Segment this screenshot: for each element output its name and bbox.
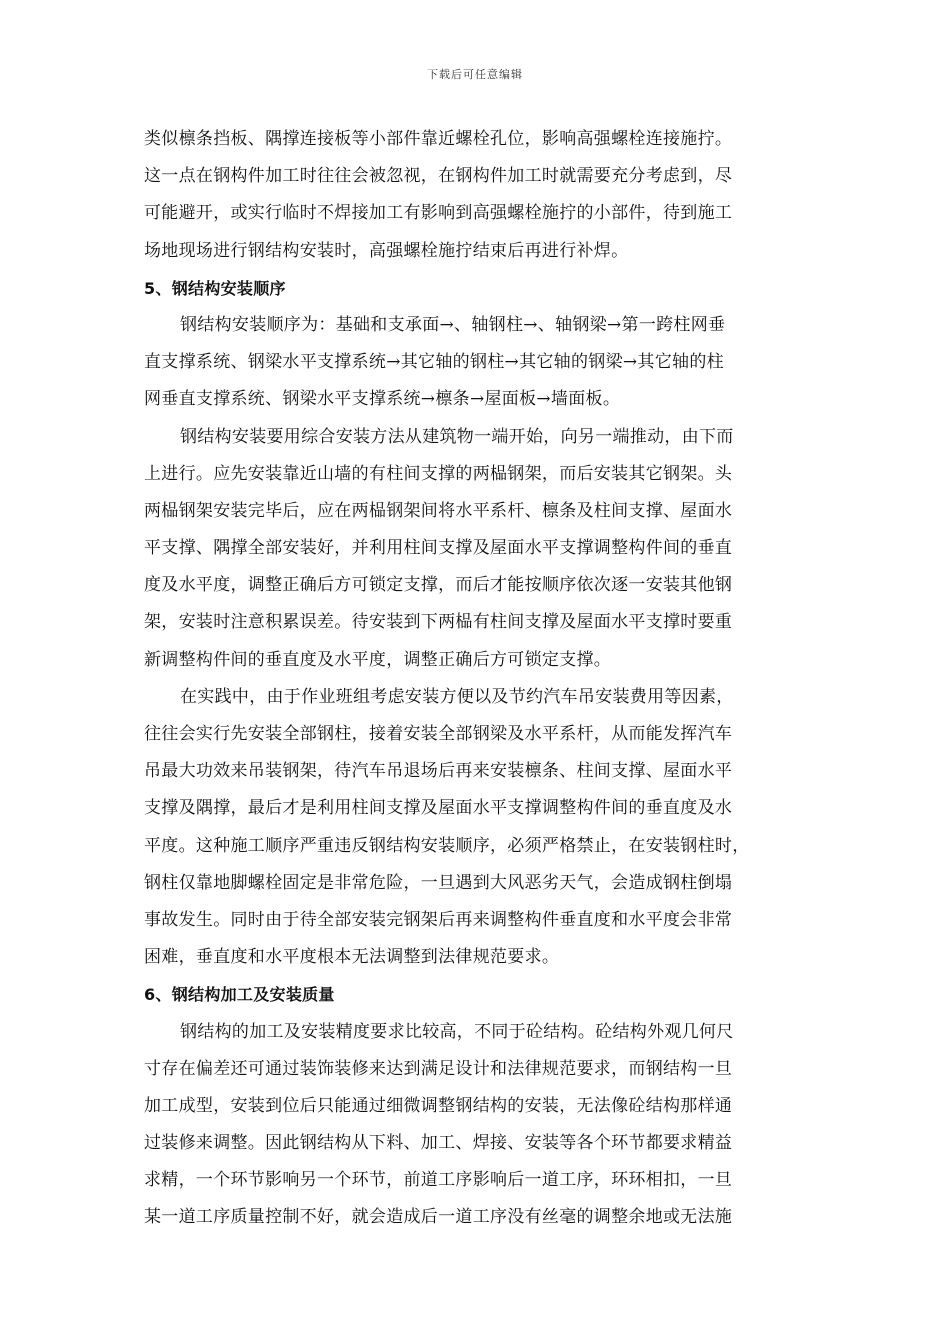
section-heading-5: 5、钢结构安装顺序 xyxy=(144,278,286,298)
document-body xyxy=(144,121,806,1237)
page-header: 下载后可任意编辑 xyxy=(427,68,523,81)
body-line: 场地现场进行钢结构安装时，高强螺栓施拧结束后再进行补焊。 xyxy=(144,240,629,261)
body-line: 寸存在偏差还可通过装饰装修来达到满足设计和法律规范要求，而钢结构一旦 xyxy=(144,1058,733,1079)
body-line: 某一道工序质量控制不好，就会造成后一道工序没有丝毫的调整余地或无法施 xyxy=(144,1207,733,1228)
body-line: 钢结构安装要用综合安装方法从建筑物一端开始，向另一端推动，由下而 xyxy=(180,426,734,447)
body-line: 平度。这种施工顺序严重违反钢结构安装顺序，必须严格禁止，在安装钢柱时， xyxy=(144,835,750,856)
body-line: 类似檩条挡板、隅撑连接板等小部件靠近螺栓孔位，影响高强螺栓连接施拧。 xyxy=(144,129,733,149)
body-line: 在实践中，由于作业班组考虑安装方便以及节约汽车吊安装费用等因素， xyxy=(180,686,734,707)
body-line: 困难，垂直度和水平度根本无法调整到法律规范要求。 xyxy=(144,947,560,968)
body-line: 平支撑、隅撑全部安装好，并利用柱间支撑及屋面水平支撑调整构件间的垂直 xyxy=(144,538,733,559)
body-line: 过装修来调整。因此钢结构从下料、加工、焊接、安装等各个环节都要求精益 xyxy=(144,1133,733,1154)
body-line: 钢柱仅靠地脚螺栓固定是非常危险，一旦遇到大风恶劣天气，会造成钢柱倒塌 xyxy=(144,872,733,893)
body-line: 往往会实行先安装全部钢柱，接着安装全部钢梁及水平系杆，从而能发挥汽车 xyxy=(144,724,733,744)
body-line: 度及水平度，调整正确后方可锁定支撑，而后才能按顺序依次逐一安装其他钢 xyxy=(144,575,733,596)
body-line: 事故发生。同时由于待全部安装完钢架后再来调整构件垂直度和水平度会非常 xyxy=(144,909,733,930)
body-line: 加工成型，安装到位后只能通过细微调整钢结构的安装，无法像砼结构那样通 xyxy=(144,1095,733,1116)
body-line: 新调整构件间的垂直度及水平度，调整正确后方可锁定支撑。 xyxy=(144,649,612,670)
body-line: 吊最大功效来吊装钢架，待汽车吊退场后再来安装檩条、柱间支撑、屋面水平 xyxy=(144,761,733,782)
section-heading-6: 6、钢结构加工及安装质量 xyxy=(144,985,335,1005)
body-line: 直支撑系统、钢梁水平支撑系统→其它轴的钢柱→其它轴的钢梁→其它轴的柱 xyxy=(144,352,724,373)
body-line: 钢结构安装顺序为：基础和支承面→、轴钢柱→、轴钢梁→第一跨柱网垂 xyxy=(180,314,726,335)
body-line: 两榀钢架安装完毕后，应在两榀钢架间将水平系杆、檩条及柱间支撑、屋面水 xyxy=(144,500,733,521)
body-line: 钢结构的加工及安装精度要求比较高，不同于砼结构。砼结构外观几何尺 xyxy=(180,1021,734,1042)
body-line: 求精，一个环节影响另一个环节，前道工序影响后一道工序，环环相扣，一旦 xyxy=(144,1170,733,1191)
body-line: 可能避开，或实行临时不焊接加工有影响到高强螺栓施拧的小部件，待到施工 xyxy=(144,203,733,224)
body-line: 网垂直支撑系统、钢梁水平支撑系统→檩条→屋面板→墙面板。 xyxy=(144,389,621,410)
body-line: 支撑及隅撑，最后才是利用柱间支撑及屋面水平支撑调整构件间的垂直度及水 xyxy=(144,798,733,819)
body-line: 这一点在钢构件加工时往往会被忽视，在钢构件加工时就需要充分考虑到，尽 xyxy=(144,166,733,187)
body-line: 上进行。应先安装靠近山墙的有柱间支撑的两榀钢架，而后安装其它钢架。头 xyxy=(144,463,733,484)
body-line: 架，安装时注意积累误差。待安装到下两榀有柱间支撑及屋面水平支撑时要重 xyxy=(144,612,733,633)
